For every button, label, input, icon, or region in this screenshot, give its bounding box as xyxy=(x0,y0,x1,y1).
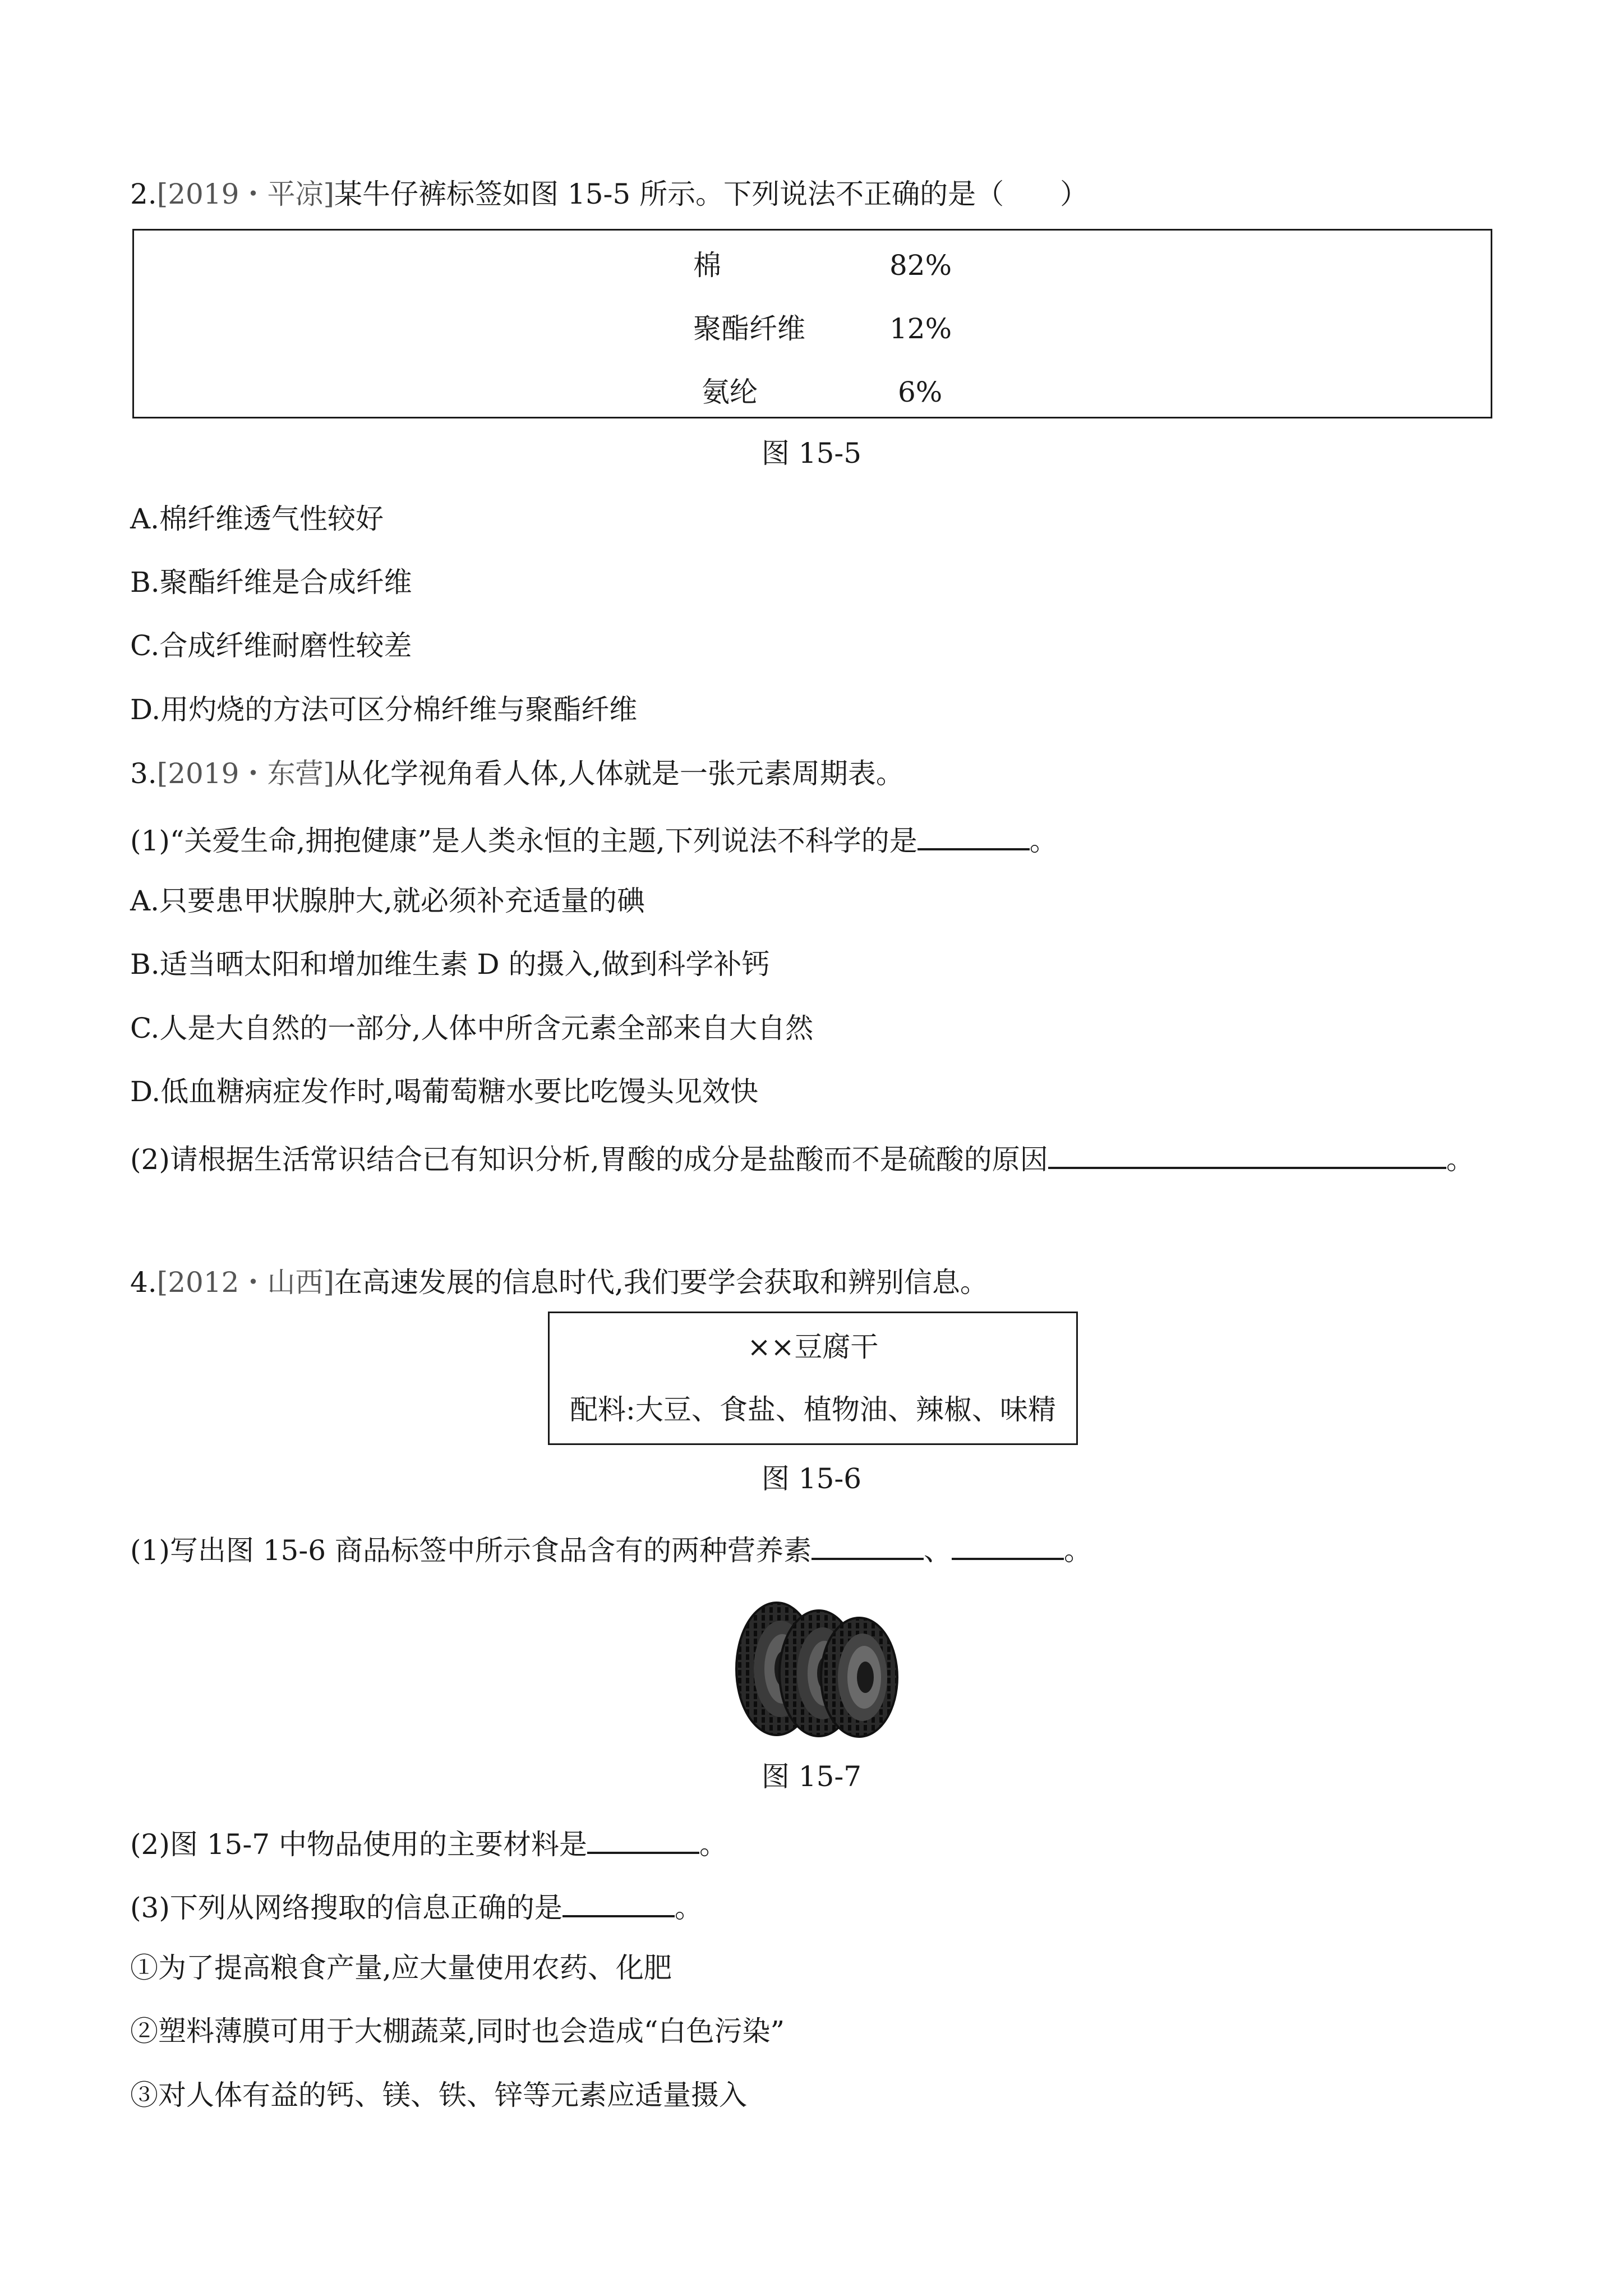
food-label-ingredients: 配料:大豆、食盐、植物油、辣椒、味精 xyxy=(570,1393,1056,1426)
jeans-label-table xyxy=(132,229,1492,418)
q3-part-1 xyxy=(130,820,1058,858)
question-number: 4. xyxy=(130,1266,157,1299)
question-2-stem xyxy=(130,177,1088,211)
figure-15-5-caption: 图 15-5 xyxy=(761,437,862,470)
question-text: 从化学视角看人体,人体就是一张元素周期表。 xyxy=(334,757,904,790)
q4-part-2-text: (2)图 15-7 中物品使用的主要材料是 xyxy=(130,1828,587,1861)
question-text: 某牛仔裤标签如图 15-5 所示。下列说法不正确的是（ ） xyxy=(334,178,1089,210)
q4-part-3-end: 。 xyxy=(674,1892,703,1924)
q4-part-3 xyxy=(130,1887,703,1925)
q3-part-1-end: 。 xyxy=(1029,825,1058,857)
q3-part-2-text: (2)请根据生活常识结合已有知识分析,胃酸的成分是盐酸而不是硫酸的原因 xyxy=(130,1143,1048,1176)
q4-part-3-text: (3)下列从网络搜取的信息正确的是 xyxy=(130,1892,562,1924)
q2-option-b: B.聚酯纤维是合成纤维 xyxy=(130,566,412,599)
q3-option-b: B.适当晒太阳和增加维生素 D 的摄入,做到科学补钙 xyxy=(130,948,770,981)
q2-option-c: C.合成纤维耐磨性较差 xyxy=(130,629,412,662)
q4-part-1-end: 。 xyxy=(1063,1534,1092,1567)
q4-part-1-sep: 、 xyxy=(923,1534,952,1567)
tire-icon xyxy=(821,1618,897,1737)
q4-statement-1: ①为了提高粮食产量,应大量使用农药、化肥 xyxy=(130,1952,672,1984)
q3-option-c: C.人是大自然的一部分,人体中所含元素全部来自大自然 xyxy=(130,1012,814,1045)
question-number: 2. xyxy=(130,178,157,210)
figure-15-6-caption: 图 15-6 xyxy=(761,1462,862,1495)
q4-statement-3: ③对人体有益的钙、镁、铁、锌等元素应适量摄入 xyxy=(130,2079,747,2111)
label-material-cotton: 棉 xyxy=(693,249,721,282)
q4-statement-2: ②塑料薄膜可用于大棚蔬菜,同时也会造成“白色污染” xyxy=(130,2015,785,2047)
question-source: [2019・平凉] xyxy=(156,178,334,210)
q2-option-d: D.用灼烧的方法可区分棉纤维与聚酯纤维 xyxy=(130,693,638,726)
tires-image xyxy=(729,1590,903,1742)
q4-part-1 xyxy=(130,1530,1092,1567)
question-3-stem xyxy=(130,757,904,790)
q3-option-d: D.低血糖病症发作时,喝葡萄糖水要比吃馒头见效快 xyxy=(130,1075,759,1108)
q4-part-2-end: 。 xyxy=(699,1828,727,1861)
q4-part-2 xyxy=(130,1824,727,1861)
figure-15-7-caption: 图 15-7 xyxy=(761,1760,862,1793)
food-label-title: ××豆腐干 xyxy=(747,1331,879,1363)
answer-blank[interactable] xyxy=(562,1887,675,1917)
q3-part-1-text: (1)“关爱生命,拥抱健康”是人类永恒的主题,下列说法不科学的是 xyxy=(130,825,917,857)
answer-blank[interactable] xyxy=(917,820,1030,850)
answer-blank[interactable] xyxy=(1048,1139,1446,1169)
question-4-stem xyxy=(130,1266,988,1299)
label-material-spandex: 氨纶 xyxy=(702,376,758,408)
answer-blank[interactable] xyxy=(811,1530,924,1560)
q3-option-a: A.只要患甲状腺肿大,就必须补充适量的碘 xyxy=(130,885,645,917)
q3-part-2-end: 。 xyxy=(1446,1143,1474,1176)
label-percent-spandex: 6% xyxy=(898,376,943,408)
answer-blank[interactable] xyxy=(952,1530,1064,1560)
q3-part-2 xyxy=(130,1139,1474,1176)
question-number: 3. xyxy=(130,757,157,790)
q4-part-1-text: (1)写出图 15-6 商品标签中所示食品含有的两种营养素 xyxy=(130,1534,811,1567)
question-source: [2012・山西] xyxy=(156,1266,334,1299)
answer-blank[interactable] xyxy=(587,1824,699,1854)
label-material-polyester: 聚酯纤维 xyxy=(693,312,805,345)
label-percent-cotton: 82% xyxy=(889,249,952,282)
food-label-box xyxy=(548,1312,1078,1445)
q2-option-a: A.棉纤维透气性较好 xyxy=(130,503,384,535)
question-source: [2019・东营] xyxy=(156,757,334,790)
question-text: 在高速发展的信息时代,我们要学会获取和辨别信息。 xyxy=(334,1266,988,1299)
label-percent-polyester: 12% xyxy=(889,312,952,345)
